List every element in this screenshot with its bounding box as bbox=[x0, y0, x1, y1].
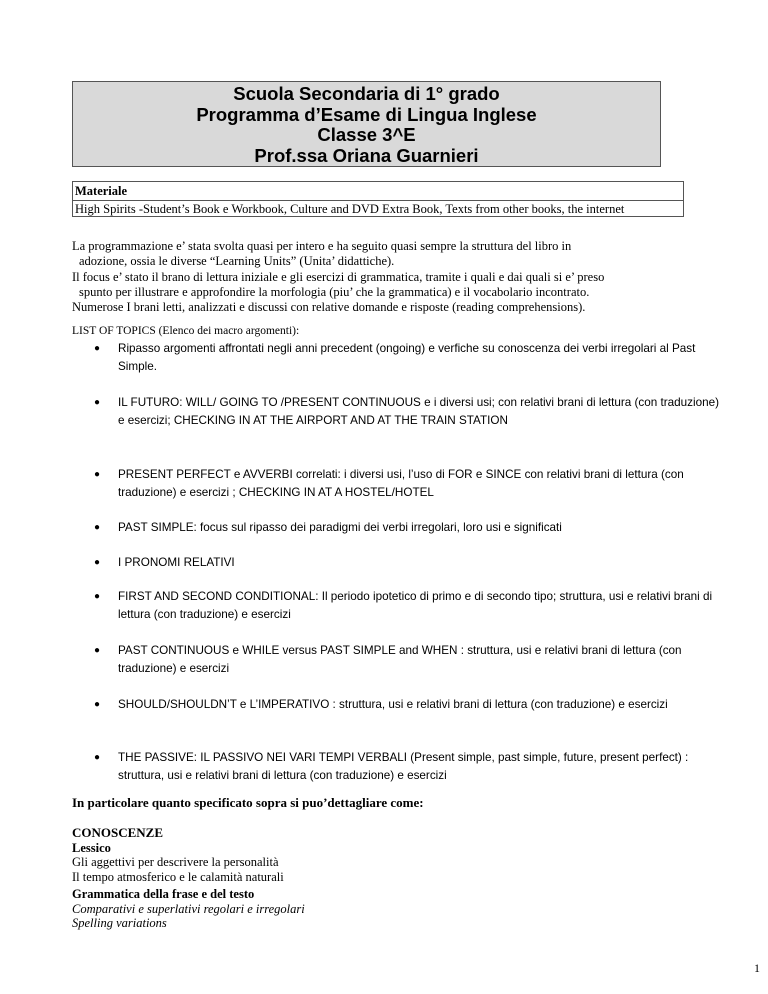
topic-item: ● PAST CONTINUOUS e WHILE versus PAST SIMPLE and WHEN : struttura, usi e relativi brani di lettura (con traduzione) e esercizi bbox=[94, 644, 682, 675]
materiale-heading: Materiale bbox=[73, 183, 683, 201]
materiale-text: High Spirits -Student’s Book e Workbook, Culture and DVD Extra Book, Texts from other books, the internet bbox=[75, 201, 625, 216]
bullet-icon: ● bbox=[94, 699, 101, 710]
bullet-icon: ● bbox=[94, 752, 101, 763]
topic-item: ● IL FUTURO: WILL/ GOING TO /PRESENT CONTINUOUS e i diversi usi; con relativi brani di lettura (con traduzione) e esercizi; CHECKING IN AT THE AIRPORT AND AT THE TRAIN STATION bbox=[94, 396, 719, 427]
materiale-box bbox=[72, 181, 684, 217]
school-title: Scuola Secondaria di 1° grado bbox=[233, 83, 500, 104]
lessico-item: Il tempo atmosferico e le calamità naturali bbox=[72, 869, 284, 884]
topic-item: ● Ripasso argomenti affrontati negli anni precedent (ongoing) e verfiche su conoscenza dei verbi irregolari al Past Simple. bbox=[94, 342, 696, 373]
bullet-icon: ● bbox=[94, 469, 101, 480]
title-box bbox=[72, 81, 661, 167]
topic-item: ● FIRST AND SECOND CONDITIONAL: Il periodo ipotetico di primo e di secondo tipo; struttura, usi e relativi brani di lettura (con traduzione) e esercizi bbox=[94, 590, 713, 621]
intro-line: Numerose I brani letti, analizzati e discussi con relative domande e risposte (reading comprehensions). bbox=[72, 300, 586, 315]
bullet-icon: ● bbox=[94, 645, 101, 656]
grammatica-heading: Grammatica della frase e del testo bbox=[72, 887, 255, 901]
bullet-icon: ● bbox=[94, 591, 101, 602]
grammatica-item: Spelling variations bbox=[72, 916, 167, 930]
intro-line: adozione, ossia le diverse “Learning Units” (Unita’ didattiche). bbox=[79, 254, 395, 269]
bullet-icon: ● bbox=[94, 557, 101, 568]
intro-line: La programmazione e’ stata svolta quasi per intero e ha seguito quasi sempre la struttura del libro in bbox=[72, 239, 572, 253]
topic-item: ● PRESENT PERFECT e AVVERBI correlati: i diversi usi, l’uso di FOR e SINCE con relativi brani di lettura (con traduzione) e esercizi ; CHECKING IN AT A HOSTEL/HOTEL bbox=[94, 468, 684, 499]
intro-line: Il focus e’ stato il brano di lettura iniziale e gli esercizi di grammatica, tramite i quali e dai quali si e’ preso bbox=[72, 269, 605, 284]
topic-item: ● I PRONOMI RELATIVI bbox=[72, 554, 728, 572]
bullet-icon: ● bbox=[94, 343, 101, 354]
program-title: Programma d’Esame di Lingua Inglese bbox=[196, 103, 537, 125]
topics-heading: LIST OF TOPICS (Elenco dei macro argomenti): bbox=[72, 325, 300, 337]
bullet-icon: ● bbox=[94, 522, 101, 533]
topic-item: ● SHOULD/SHOULDN’T e L’IMPERATIVO : struttura, usi e relativi brani di lettura (con traduzione) e esercizi bbox=[72, 696, 728, 714]
lessico-item: Gli aggettivi per descrivere la personalità bbox=[72, 855, 279, 869]
intro-line: spunto per illustrare e approfondire la morfologia (piu’ che la grammatica) e il vocabolario incontrato. bbox=[79, 284, 590, 299]
teacher-name: Prof.ssa Oriana Guarnieri bbox=[254, 144, 479, 166]
conoscenze-heading: CONOSCENZE bbox=[72, 825, 164, 840]
lessico-heading: Lessico bbox=[72, 840, 111, 855]
class-title: Classe 3^E bbox=[317, 124, 416, 145]
bullet-icon: ● bbox=[94, 397, 101, 408]
detail-heading: In particolare quanto specificato sopra si puo’dettagliare come: bbox=[72, 795, 424, 810]
topic-item: ● PAST SIMPLE: focus sul ripasso dei paradigmi dei verbi irregolari, loro usi e significati bbox=[72, 519, 728, 537]
grammatica-item: Comparativi e superlativi regolari e irregolari bbox=[72, 901, 305, 916]
topic-item: ● THE PASSIVE: IL PASSIVO NEI VARI TEMPI VERBALI (Present simple, past simple, future, present perfect) : struttura, usi e relativi brani di lettura (con traduzione) e esercizi bbox=[94, 751, 689, 782]
page-number: 1 bbox=[754, 961, 760, 975]
conoscenze-block bbox=[72, 826, 305, 931]
intro-paragraph bbox=[72, 239, 712, 315]
